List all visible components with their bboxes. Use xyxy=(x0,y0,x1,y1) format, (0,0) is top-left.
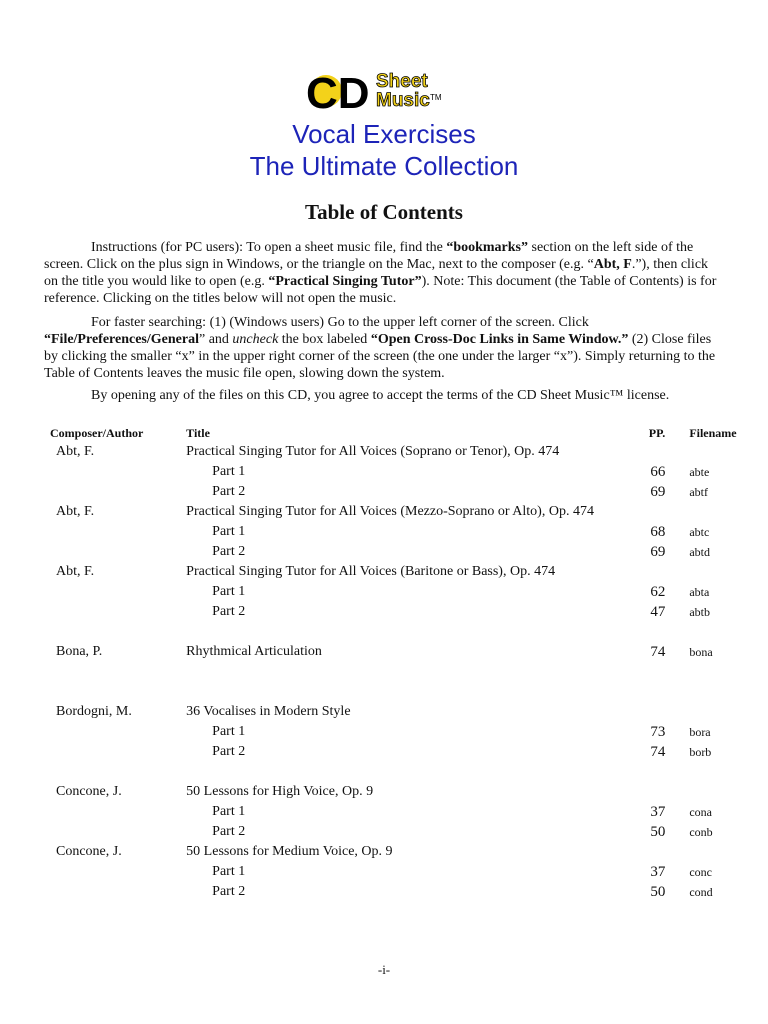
table-row xyxy=(50,822,768,842)
filename-cell: abtd xyxy=(689,544,710,559)
table-row xyxy=(50,882,768,902)
part-cell: Part 1 xyxy=(212,464,246,479)
table-header-row xyxy=(50,424,768,442)
table-row xyxy=(50,482,768,502)
part-cell: Part 2 xyxy=(212,544,246,559)
part-cell: Part 2 xyxy=(212,744,246,759)
composer-cell: Abt, F. xyxy=(56,564,95,579)
filename-header: Filename xyxy=(689,425,737,440)
filename-cell: cona xyxy=(689,804,712,819)
composer-cell: Abt, F. xyxy=(56,444,95,459)
table-row xyxy=(50,522,768,542)
part-cell: Part 1 xyxy=(212,864,246,879)
table-row xyxy=(50,442,768,462)
filename-cell: bora xyxy=(689,724,711,739)
part-cell: Part 2 xyxy=(212,484,246,499)
part-cell: Part 1 xyxy=(212,524,246,539)
title-cell: Practical Singing Tutor for All Voices (Soprano or Tenor), Op. 474 xyxy=(186,444,560,459)
table-row xyxy=(50,642,768,662)
contents-table xyxy=(50,424,768,902)
title-cell: 36 Vocalises in Modern Style xyxy=(186,704,351,719)
page-cell: 68 xyxy=(650,523,666,540)
filename-cell: cond xyxy=(689,884,713,899)
composer-cell: Concone, J. xyxy=(56,844,122,859)
toc-title: Table of Contents xyxy=(305,200,463,224)
license-paragraph: By opening any of the files on this CD, you agree to accept the terms of the CD Sheet Music™ license. xyxy=(91,388,670,403)
filename-cell: abta xyxy=(689,584,710,599)
table-row xyxy=(50,542,768,562)
page-cell: 50 xyxy=(650,823,666,840)
filename-cell: abtb xyxy=(689,604,710,619)
page-cell: 69 xyxy=(650,483,666,500)
filename-cell: borb xyxy=(689,744,712,759)
filename-cell: abte xyxy=(689,464,710,479)
instructions-paragraph: Instructions (for PC users): To open a sheet music file, find the “bookmarks” section on the left side of the screen. Click on the plus sign in Windows, or the triangle on the Mac, next to the composer (e.g. “Abt, F.”), then click on the title you would like to open (e.g. “Practical Singing Tutor”). Note: This document (the Table of Contents) is for reference. Clicking on the titles below will not open the music. xyxy=(44,240,717,306)
logo-cd-text: CD xyxy=(306,69,370,116)
composer-cell: Bona, P. xyxy=(56,644,103,659)
title-cell: Rhythmical Articulation xyxy=(186,644,322,659)
table-row xyxy=(50,782,768,802)
logo-music-text: Music xyxy=(376,90,430,111)
filename-cell: abtf xyxy=(689,484,708,499)
part-cell: Part 2 xyxy=(212,604,246,619)
part-cell: Part 2 xyxy=(212,884,246,899)
part-cell: Part 1 xyxy=(212,584,246,599)
part-cell: Part 1 xyxy=(212,804,246,819)
page-cell: 73 xyxy=(650,723,666,740)
title-cell: Practical Singing Tutor for All Voices (Baritone or Bass), Op. 474 xyxy=(186,564,556,579)
table-row xyxy=(50,462,768,482)
page-cell: 37 xyxy=(650,863,666,880)
spacer-row xyxy=(50,762,768,782)
page-cell: 37 xyxy=(650,803,666,820)
composer-header: Composer/Author xyxy=(50,425,144,440)
table-row xyxy=(50,802,768,822)
cd-sheet-music-logo xyxy=(304,66,454,116)
filename-cell: conb xyxy=(689,824,713,839)
composer-cell: Abt, F. xyxy=(56,504,95,519)
page-cell: 74 xyxy=(650,643,666,660)
composer-cell: Bordogni, M. xyxy=(56,704,132,719)
table-row xyxy=(50,702,768,722)
heading-line-1: Vocal Exercises xyxy=(292,119,476,149)
table-row xyxy=(50,562,768,582)
logo-sheet-text: Sheet xyxy=(376,71,428,92)
part-cell: Part 2 xyxy=(212,824,246,839)
spacer-row xyxy=(50,622,768,642)
table-row xyxy=(50,842,768,862)
title-cell: 50 Lessons for High Voice, Op. 9 xyxy=(186,784,374,799)
logo-tm-text: TM xyxy=(430,93,442,102)
filename-cell: conc xyxy=(689,864,712,879)
title-header: Title xyxy=(186,425,210,440)
page-cell: 74 xyxy=(650,743,666,760)
filename-cell: bona xyxy=(689,644,713,659)
filename-cell: abtc xyxy=(689,524,710,539)
page-cell: 47 xyxy=(650,603,666,620)
table-row xyxy=(50,582,768,602)
page-cell: 69 xyxy=(650,543,666,560)
heading-line-2: The Ultimate Collection xyxy=(249,151,519,181)
pp-header: PP. xyxy=(648,425,666,440)
page-number: -i- xyxy=(377,962,391,977)
title-cell: Practical Singing Tutor for All Voices (Mezzo-Soprano or Alto), Op. 474 xyxy=(186,504,594,519)
table-row xyxy=(50,742,768,762)
table-row xyxy=(50,722,768,742)
title-cell: 50 Lessons for Medium Voice, Op. 9 xyxy=(186,844,393,859)
table-row xyxy=(50,502,768,522)
table-row xyxy=(50,602,768,622)
table-row xyxy=(50,862,768,882)
page-cell: 66 xyxy=(650,463,666,480)
faster-searching-paragraph: For faster searching: (1) (Windows users) Go to the upper left corner of the screen. Click “File/Preferences/General” and uncheck the box labeled “Open Cross-Doc Links in Same Window.” (2) Close files by clicking the smaller “x” in the upper right corner of the screen (the one under the larger “x”). Simply returning to the Table of Contents leaves the music file open, slowing down the system. xyxy=(44,315,716,381)
page-cell: 62 xyxy=(650,583,666,600)
part-cell: Part 1 xyxy=(212,724,246,739)
composer-cell: Concone, J. xyxy=(56,784,122,799)
page-cell: 50 xyxy=(650,883,666,900)
spacer-row xyxy=(50,662,768,702)
